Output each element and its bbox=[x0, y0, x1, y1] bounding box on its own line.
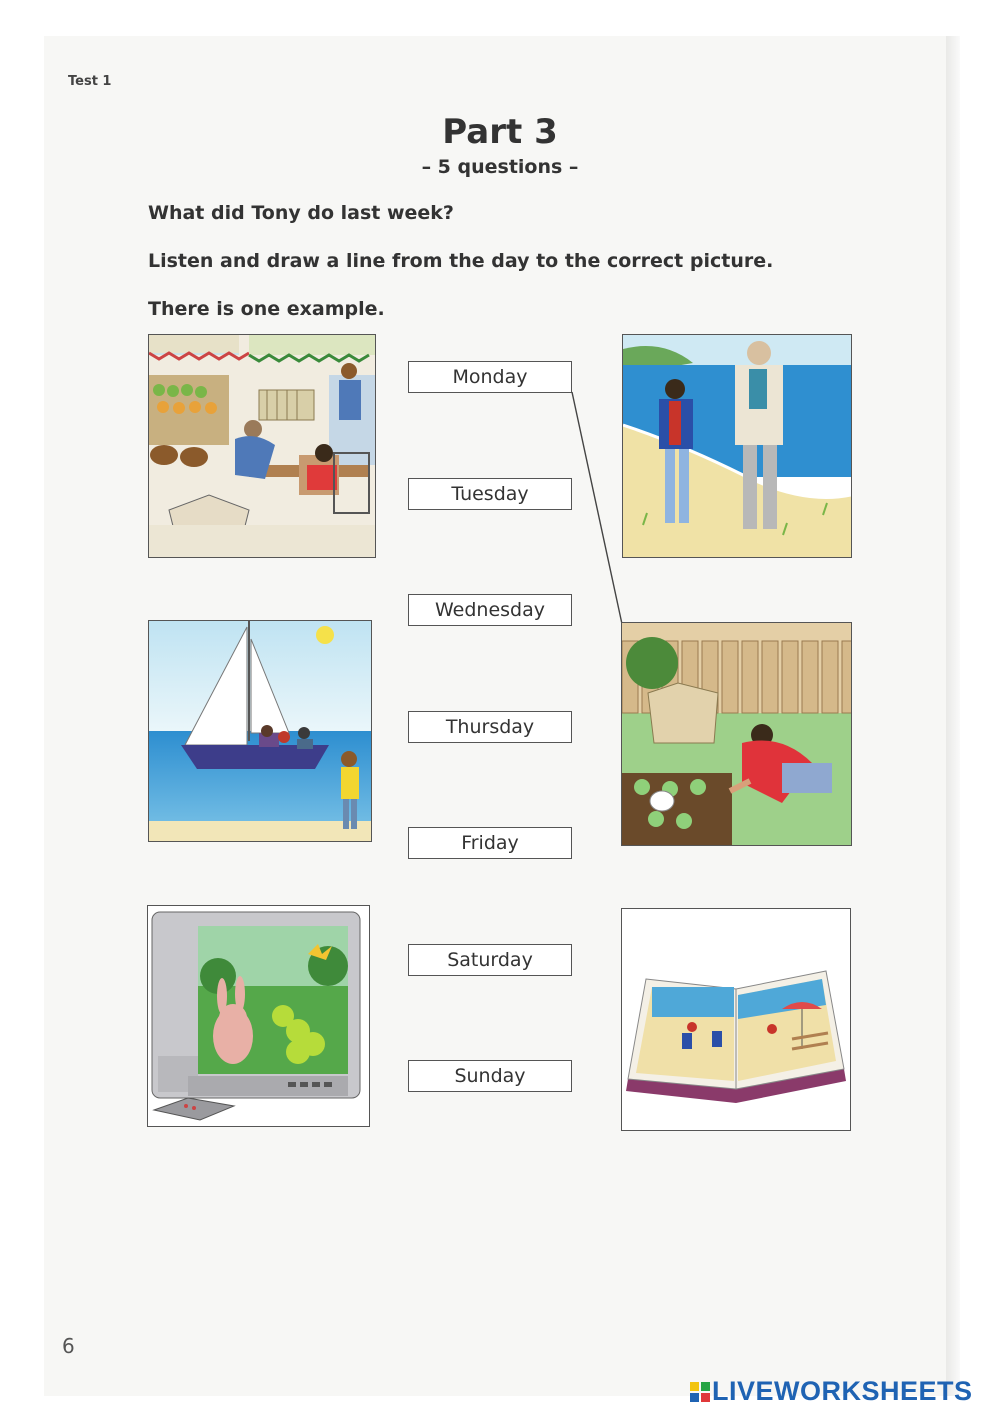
garden-rabbit-picture[interactable] bbox=[621, 622, 852, 846]
sailing-boat-picture[interactable] bbox=[148, 620, 372, 842]
part-subtitle: – 5 questions – bbox=[421, 156, 579, 178]
beach-walk-picture[interactable] bbox=[622, 334, 852, 558]
day-box-thursday[interactable]: Thursday bbox=[408, 711, 572, 743]
liveworksheets-logo-icon bbox=[690, 1382, 710, 1402]
test-label: Test 1 bbox=[68, 74, 112, 89]
day-box-sunday[interactable]: Sunday bbox=[408, 1060, 572, 1092]
part-title: Part 3 bbox=[442, 112, 558, 152]
brand-text: LIVEWORKSHEETS bbox=[712, 1376, 973, 1406]
day-box-tuesday[interactable]: Tuesday bbox=[408, 478, 572, 510]
picture-book-picture[interactable] bbox=[621, 908, 851, 1131]
liveworksheets-brand[interactable] bbox=[690, 1376, 973, 1407]
example-note: There is one example. bbox=[148, 298, 385, 320]
day-box-wednesday[interactable]: Wednesday bbox=[408, 594, 572, 626]
day-box-friday[interactable]: Friday bbox=[408, 827, 572, 859]
task-instruction: Listen and draw a line from the day to the correct picture. bbox=[148, 250, 774, 272]
page-number: 6 bbox=[62, 1334, 75, 1358]
television-cartoon-picture[interactable] bbox=[147, 905, 370, 1127]
market-pet-shop-picture[interactable] bbox=[148, 334, 376, 558]
day-box-monday[interactable]: Monday bbox=[408, 361, 572, 393]
question-text: What did Tony do last week? bbox=[148, 202, 454, 224]
day-box-saturday[interactable]: Saturday bbox=[408, 944, 572, 976]
